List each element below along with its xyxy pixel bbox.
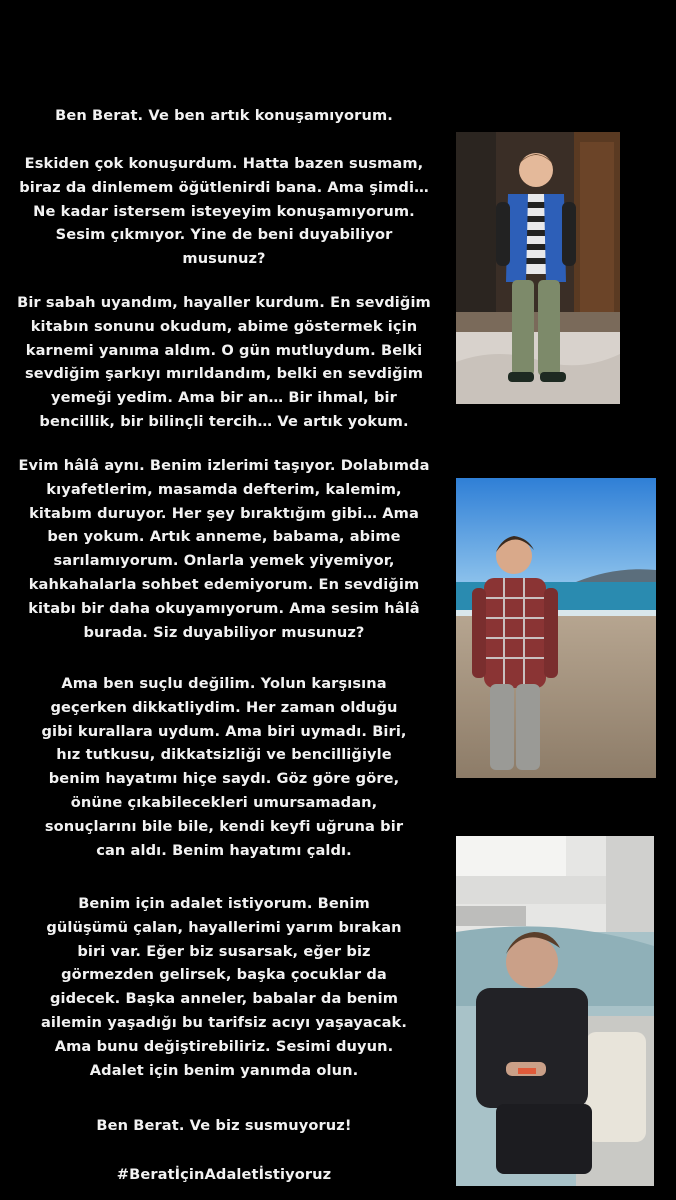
photo-boy-couch [456, 836, 654, 1186]
paragraph-not-guilty: Ama ben suçlu değilim. Yolun karşısına geçerken dikkatliydim. Her zaman olduğu gibi kurallara uydum. Ama biri uymadı. Biri, hız tutkusu, dikkatsizliği ve bencilliğiyle benim hayatımı hiçe saydı. Göz göre göre, önüne çıkabilecekleri umursamadan, sonuçlarını bile bile, kendi keyfi uğruna bir can aldı. Benim hayatımı çaldı. [41, 675, 407, 859]
paragraph-morning: Bir sabah uyandım, hayaller kurdum. En sevdiğim kitabın sonunu okudum, abime göstermek için karnemi yanıma aldım. O gün mutluydum. Belki sevdiğim şarkıyı mırıldandım, belki en sevdiğim yemeği yedim. Ama bir an… Bir ihmal, bir bencillik, bir bilinçli tercih… Ve artık yokum. [17, 294, 431, 430]
hashtag: #BeratİçinAdaletİstiyoruz [116, 1166, 332, 1183]
closing-line: Ben Berat. Ve biz susmuyoruz! [96, 1117, 352, 1134]
paragraph-speaking: Eskiden çok konuşurdum. Hatta bazen susmam, biraz da dinlemem öğütlenirdi bana. Ama şimdi… Ne kadar istersem isteyeyim konuşamıyorum. Sesim çıkmıyor. Yine de beni duyabiliyor musunuz? [19, 155, 429, 268]
intro-line: Ben Berat. Ve ben artık konuşamıyorum. [55, 107, 393, 124]
paragraph-home: Evim hâlâ aynı. Benim izlerimi taşıyor. Dolabımda kıyafetlerim, masamda defterim, kalemim, kitabım duruyor. Her şey bıraktığım gibi… Ama ben yokum. Artık anneme, babama, abime sarılamıyorum. Onlarla yemek yiyemiyor, kahkahalarla sohbet edemiyorum. En sevdiğim kitabı bir daha okuyamıyorum. Ama sesim hâlâ burada. Siz duyabiliyor musunuz? [18, 457, 430, 641]
photo-toddler-indoors [456, 132, 620, 404]
paragraph-justice: Benim için adalet istiyorum. Benim gülüşümü çalan, hayallerimi yarım bırakan biri var. Eğer biz susarsak, eğer biz görmezden gelirsek, başka çocuklar da gidecek. Başka anneler, babalar da benim ailemin yaşadığı bu tarifsiz acıyı yaşayacak. Ama bunu değiştirebiliriz. Sesimi duyun. Adalet için benim yanımda olun. [40, 895, 407, 1079]
photo-boy-beach [456, 478, 656, 778]
